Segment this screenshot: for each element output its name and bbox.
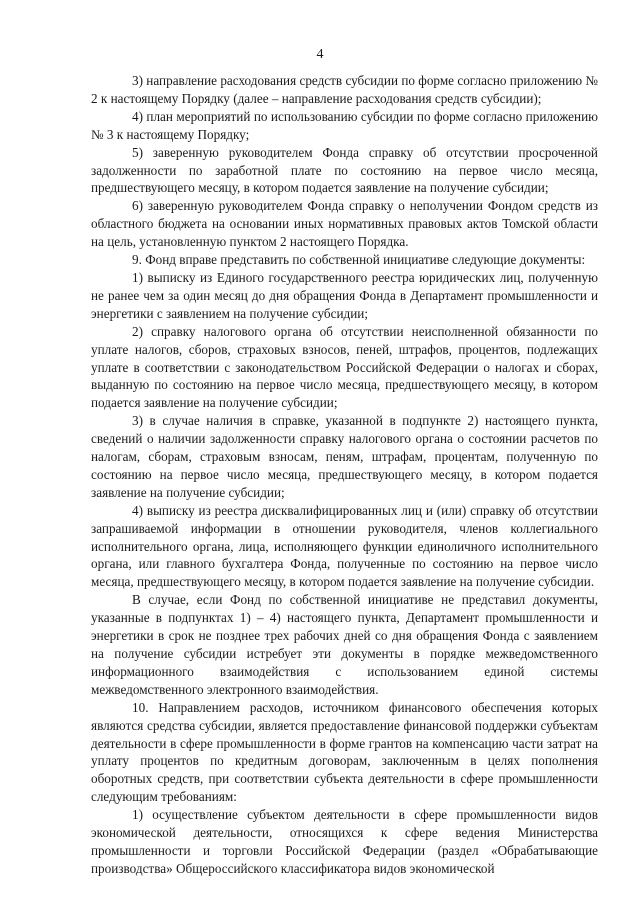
- paragraph-item-4: 4) план мероприятий по использованию субсидии по форме согласно приложению № 3 к настоящему Порядку;: [91, 108, 598, 142]
- paragraph-item-3: 3) направление расходования средств субсидии по форме согласно приложению № 2 к настоящему Порядку (далее – направление расходования средств субсидии);: [91, 73, 598, 106]
- paragraph-9-item-4: 4) выписку из реестра дисквалифицированных лиц и (или) справку об отсутствии запрашиваемой информации в отношении руководителя, членов коллегиального исполнительного органа, лица, исполняющего функции единоличного исполнительного органа, или главного бухгалтера Фонда, полученные по состоянию на первое число месяца, предшествующего месяцу, в котором подается заявление на получение субсидии.: [91, 502, 598, 590]
- paragraph-9-item-2: 2) справку налогового органа об отсутствии неисполненной обязанности по уплате налогов, сборов, страховых взносов, пеней, штрафов, процентов, подлежащих уплате в соответствии с законодательством Российской Федерации о налогах и сборах, выданную по состоянию на первое число месяца, предшествующего месяцу, в котором подается заявление на получение субсидии;: [91, 323, 598, 411]
- paragraph-item-5: 5) заверенную руководителем Фонда справку об отсутствии просроченной задолженности по заработной плате по состоянию на первое число месяца, предшествующего месяцу, в котором подается заявление на получение субсидии;: [91, 144, 598, 196]
- paragraph-section-9: 9. Фонд вправе представить по собственной инициативе следующие документы:: [132, 252, 586, 268]
- document-body: [91, 72, 598, 878]
- paragraph-9-item-3: 3) в случае наличия в справке, указанной в подпункте 2) настоящего пункта, сведений о наличии задолженности справку налогового органа о состоянии расчетов по налогам, сборам, страховым взносам, пеням, штрафам, процентам, полученную по состоянию на первое число месяца, предшествующего месяцу, в котором подается заявление на получение субсидии;: [91, 413, 598, 500]
- paragraph-10-item-1: 1) осуществление субъектом деятельности в сфере промышленности видов экономической деятельности, относящихся к сфере ведения Министерства промышленности и торговли Российской Федерации (раздел «Обрабатывающие производства» Общероссийского классификатора видов экономической: [91, 807, 598, 876]
- paragraph-section-10: 10. Направлением расходов, источником финансового обеспечения которых являются средства субсидии, является предоставление финансовой поддержки субъектам деятельности в сфере промышленности в форме грантов на компенсацию части затрат на уплату процентов по кредитным договорам, заключенным в целях пополнения оборотных средств, при соответствии субъекта деятельности в сфере промышленности следующим требованиям:: [91, 699, 598, 805]
- page-number: 4: [316, 47, 324, 62]
- paragraph-item-6: 6) заверенную руководителем Фонда справку о неполучении Фондом средств из областного бюджета на основании иных нормативных правовых актов Томской области на цель, установленную пунктом 2 настоящего Порядка.: [91, 198, 598, 250]
- paragraph-9-note: В случае, если Фонд по собственной инициативе не представил документы, указанные в подпунктах 1) – 4) настоящего пункта, Департамент промышленности и энергетики в срок не позднее трех рабочих дней со дня обращения Фонда с заявлением на получение субсидии истребует эти документы в порядке межведомственного информационного взаимодействия с использованием единой системы межведомственного электронного взаимодействия.: [91, 592, 598, 697]
- paragraph-9-item-1: 1) выписку из Единого государственного реестра юридических лиц, полученную не ранее чем за один месяц до дня обращения Фонда в Департамент промышленности и энергетики с заявлением на получение субсидии;: [91, 269, 598, 321]
